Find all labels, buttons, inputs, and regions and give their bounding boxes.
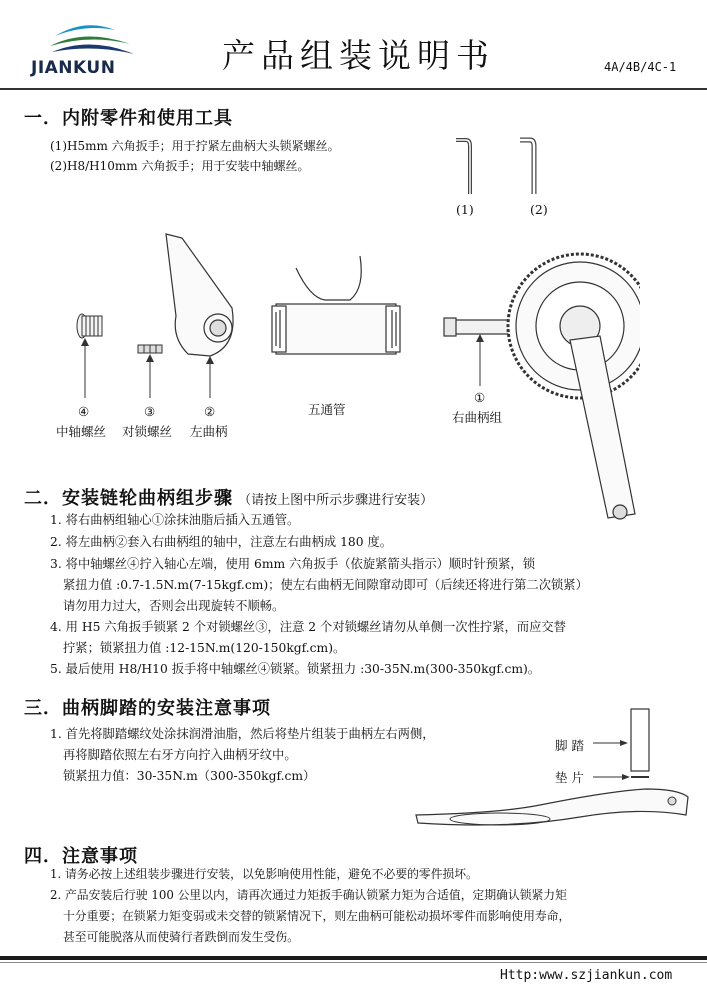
pedal-label: 脚 踏 (555, 738, 584, 753)
part-label-bottom-bracket: 五通管 (308, 402, 346, 417)
model-code: 4A/4B/4C-1 (604, 60, 677, 74)
footer-url: Http:www.szjiankun.com (500, 968, 673, 983)
bottom-bracket-drawing (272, 256, 400, 354)
part-label-right-crankset: 右曲柄组 (452, 410, 503, 425)
section1-item-1: (1)H5mm 六角扳手；用于拧紧左曲柄大头锁紧螺丝。 (50, 139, 340, 153)
section4-note-2-end: 甚至可能脱落从而使骑行者跌倒而发生受伤。 (63, 930, 299, 944)
section2-heading (24, 484, 433, 510)
hex-wrench-illustrations (450, 136, 560, 198)
section2-subtitle: （请按上图中所示步骤进行安装） (238, 493, 434, 508)
section2-step-2: 2. 将左曲柄②套入右曲柄组的轴中，注意左右曲柄成 180 度。 (50, 535, 393, 549)
section4-note-1: 1. 请务必按上述组装步骤进行安装，以免影响使用性能，避免不必要的零件损坏。 (50, 867, 478, 881)
left-crank-drawing (166, 234, 233, 356)
part-number-4: ④ (78, 404, 90, 419)
section3-title: 三．曲柄脚踏的安装注意事项 (24, 698, 271, 719)
section4-title: 四．注意事项 (24, 846, 138, 867)
part-label-pinch-bolt: 对锁螺丝 (122, 424, 173, 439)
header-divider (0, 88, 707, 90)
parts-diagram (60, 228, 640, 528)
page-title: 产品组装说明书 (222, 36, 495, 75)
section2-step-3-cont: 紧扭力值 :0.7-1.5N.m(7-15kgf.cm)；使左右曲柄无间隙窜动即可（后续还将进行第二次锁紧） (63, 578, 588, 592)
section2-step-1: 1. 将右曲柄组轴心①涂抹油脂后插入五通管。 (50, 513, 300, 527)
tool-label-2: (2) (530, 202, 548, 217)
footer-divider-thick (0, 956, 707, 960)
pedal-install-diagram (410, 705, 700, 830)
pinch-bolt-drawing (138, 345, 162, 353)
section2-step-3: 3. 将中轴螺丝④拧入轴心左端，使用 6mm 六角扳手（依旋紧箭头指示）顺时针预紧，锁 (50, 557, 535, 571)
part-number-2: ② (204, 404, 216, 419)
right-crankset-drawing (444, 254, 640, 519)
section3-line-3: 锁紧扭力值：30-35N.m（300-350kgf.cm） (63, 769, 316, 783)
section2-step-5: 5. 最后使用 H8/H10 扳手将中轴螺丝④锁紧。锁紧扭力 :30-35N.m(300-350kgf.cm)。 (50, 662, 541, 676)
section3-line-1: 1. 首先将脚踏螺纹处涂抹润滑油脂，然后将垫片组装于曲柄左右两侧， (50, 727, 435, 741)
section4-note-2-cont: 十分重要；在锁紧力矩变弱或未交替的锁紧情况下，则左曲柄可能松动损坏零件而影响使用寿命， (63, 909, 571, 923)
footer-divider-thin (0, 962, 707, 963)
section4-note-2: 2. 产品安装后行驶 100 公里以内，请再次通过力矩扳手确认锁紧力矩为合适值，定期确认锁紧力矩 (50, 888, 567, 902)
part-number-1: ① (474, 390, 486, 405)
axle-bolt-drawing (77, 314, 102, 338)
washer-label: 垫 片 (555, 770, 584, 785)
part-number-3: ③ (144, 404, 156, 419)
tool-label-1: (1) (456, 202, 474, 217)
section3-line-2: 再将脚踏依照左右牙方向拧入曲柄牙纹中。 (63, 748, 297, 762)
section2-step-4: 4. 用 H5 六角扳手锁紧 2 个对锁螺丝③，注意 2 个对锁螺丝请勿从单侧一次性拧紧，而应交替 (50, 620, 566, 634)
section2-step-3-note: 请勿用力过大，否则会出现旋转不顺畅。 (63, 599, 285, 613)
brand-name: JIANKUN (31, 58, 116, 78)
section1-item-2: (2)H8/H10mm 六角扳手；用于安装中轴螺丝。 (50, 159, 310, 173)
section2-step-4-cont: 拧紧；锁紧扭力值 :12-15N.m(120-150kgf.cm)。 (63, 641, 346, 655)
section2-title: 二．安装链轮曲柄组步骤 (24, 488, 233, 509)
part-label-left-crank: 左曲柄 (190, 424, 228, 439)
part-label-axle-bolt: 中轴螺丝 (56, 424, 107, 439)
section1-title: 一．内附零件和使用工具 (24, 108, 233, 129)
